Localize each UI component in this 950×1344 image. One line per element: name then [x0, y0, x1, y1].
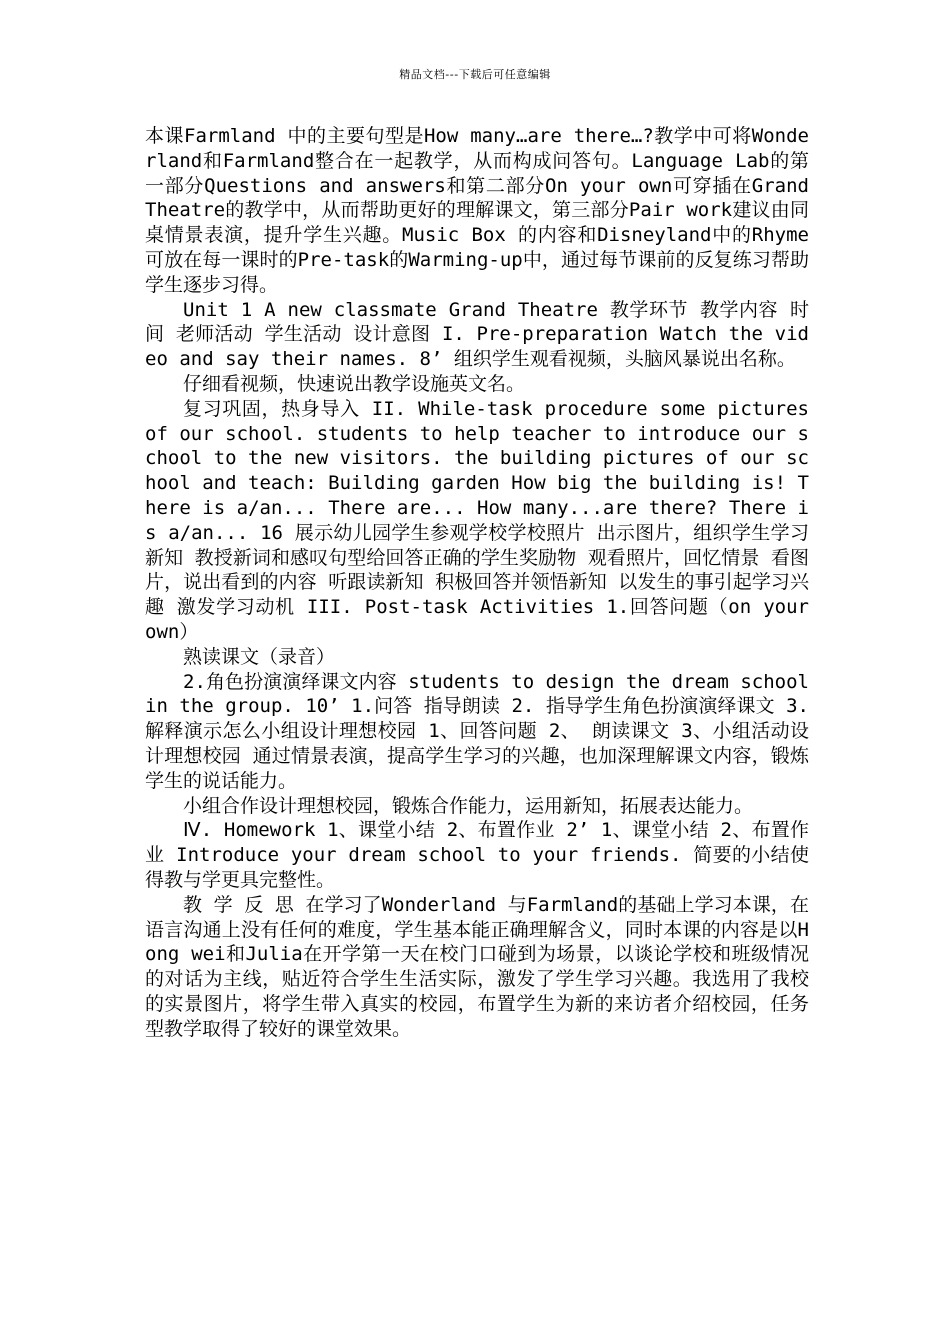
- paragraph-intro: 本课Farmland 中的主要句型是How many…are there…?教学中可将Wonderland和Farmland整合在一起教学，从而构成问答句。Language Lab的第一部分Questions and answers和第二部分On your own可穿插在Grand Theatre的教学中，从而帮助更好的理解课文，第三部分Pair work建议由同桌情景表演，提升学生兴趣。Music Box 的内容和Disneyland中的Rhyme可放在每一课时的Pre-task的Warming-up中，通过每节课前的反复练习帮助学生逐步习得。: [145, 125, 809, 296]
- paragraph-watch-video: 仔细看视频，快速说出教学设施英文名。: [183, 372, 526, 395]
- paragraph-reflection: 教 学 反 思 在学习了Wonderland 与Farmland的基础上学习本课，在语言沟通上没有任何的难度，学生基本能正确理解含义，同时本课的内容是以Hong wei和Julia在开学第一天在校门口碰到为场景，以谈论学校和班级情况的对话为主线，贴近符合学生生活实际，激发了学生学习兴趣。我选用了我校的实景图片，将学生带入真实的校园，布置学生为新的来访者介绍校园，任务型教学取得了较好的课堂效果。: [145, 893, 809, 1040]
- paragraph-while-task: 复习巩固，热身导入 II. While-task procedure some pictures of our school. students to help teacher to introduce our school to the new visitors. the building pictures of our school and teach: Building garden How big the building is! There is a/an... There are... How many...are there? There is a/an... 16 展示幼儿园学生参观学校学校照片 出示图片，组织学生学习新知 教授新词和感叹句型给回答正确的学生奖励物 观看照片，回忆情景 看图片，说出看到的内容 听跟读新知 积极回答并领悟新知 以发生的事引起学习兴趣 激发学习动机 III. Post-task Activities 1.回答问题（on your own）: [145, 397, 809, 643]
- paragraph-role-play: 2.角色扮演演绎课文内容 students to design the dream school in the group. 10’ 1.问答 指导朗读 2. 指导学生角色扮演演绎课文 3.解释演示怎么小组设计理想校园 1、回答问题 2、 朗读课文 3、小组活动设计理想校园 通过情景表演，提高学生学习的兴趣，也加深理解课文内容，锻炼学生的说话能力。: [145, 670, 809, 792]
- paragraph-unit-title: Unit 1 A new classmate Grand Theatre 教学环节 教学内容 时间 老师活动 学生活动 设计意图 I. Pre-preparation Watch the video and say their names. 8’ 组织学生观看视频，头脑风暴说出名称。: [145, 298, 809, 371]
- paragraph-read-text: 熟读课文（录音）: [183, 645, 336, 668]
- page-header: 精品文档---下载后可任意编辑: [399, 68, 551, 81]
- paragraph-group-design: 小组合作设计理想校园，锻炼合作能力，运用新知，拓展表达能力。: [183, 794, 754, 817]
- paragraph-homework: Ⅳ. Homework 1、课堂小结 2、布置作业 2’ 1、课堂小结 2、布置作业 Introduce your dream school to your friends. 简要的小结使得教与学更具完整性。: [145, 819, 809, 891]
- document-body: [145, 124, 809, 1041]
